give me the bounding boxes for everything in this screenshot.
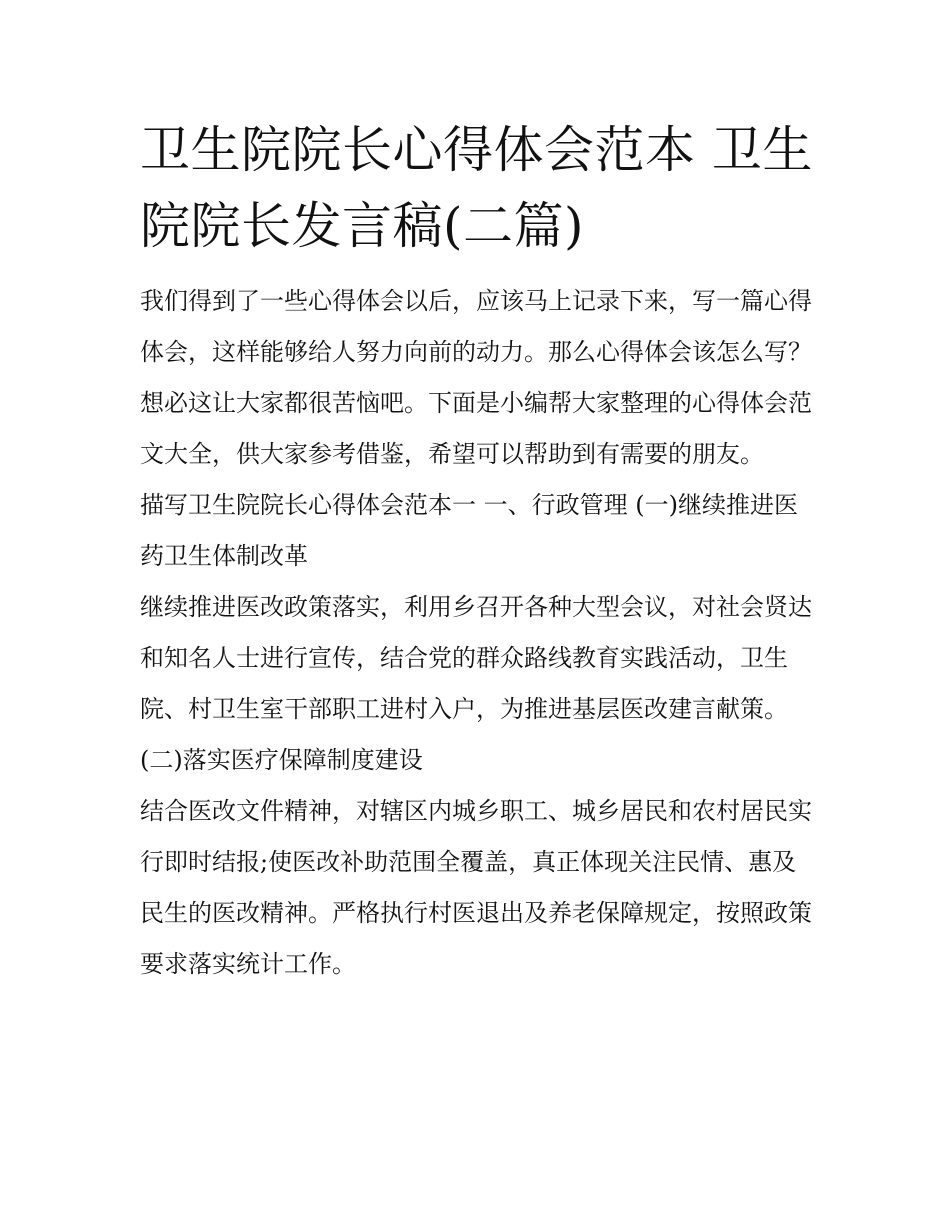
paragraph-medical-reform: 继续推进医改政策落实，利用乡召开各种大型会议，对社会贤达和知名人士进行宣传，结合党的群众路线教育实践活动，卫生院、村卫生室干部职工进村入户，为推进基层医改建言献策。 — [140, 593, 812, 723]
document-page — [140, 112, 820, 990]
paragraph-intro: 我们得到了一些心得体会以后，应该马上记录下来，写一篇心得体会，这样能够给人努力向前的动力。那么心得体会该怎么写？想必这让大家都很苦恼吧。下面是小编帮大家整理的心得体会范文大全，供大家参考借鉴，希望可以帮助到有需要的朋友。 — [140, 287, 812, 468]
paragraph-section-heading-1: 描写卫生院院长心得体会范本一 一、行政管理 (一)继续推进医药卫生体制改革 — [140, 491, 798, 570]
paragraph-section-heading-2: (二)落实医疗保障制度建设 — [140, 746, 423, 774]
paragraph-medical-insurance: 结合医改文件精神，对辖区内城乡职工、城乡居民和农村居民实行即时结报;使医改补助范围全覆盖，真正体现关注民情、惠及民生的医改精神。严格执行村医退出及养老保障规定，按照政策要求落实统计工作。 — [140, 797, 812, 978]
document-title: 卫生院院长心得体会范本 卫生院院长发言稿(二篇) — [140, 121, 813, 255]
